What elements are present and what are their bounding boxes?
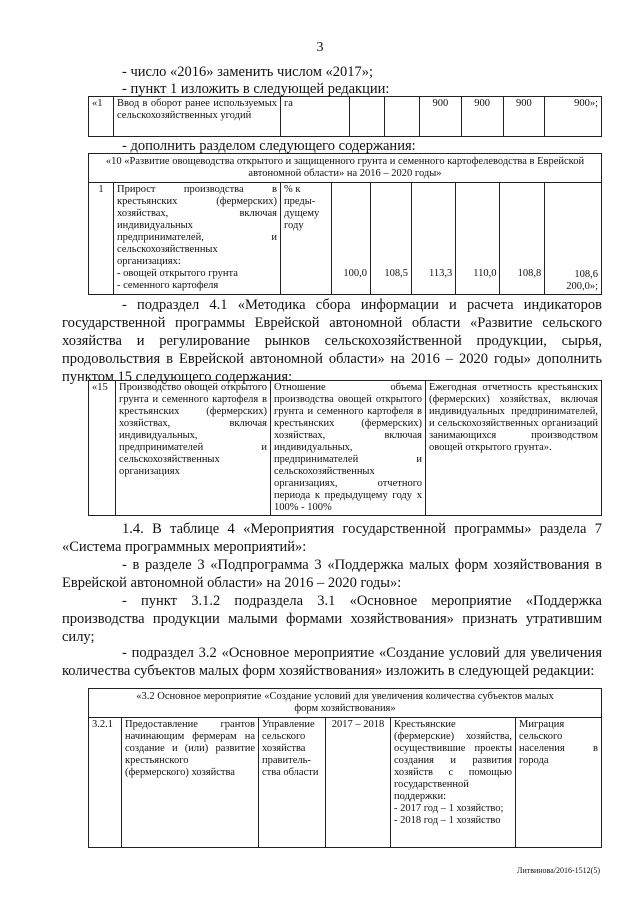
value-cell bbox=[385, 97, 420, 137]
measure-name: Предоставление грантов начинающим фермерам на создание и (или) развитие крестьянского (фермерского) хозяйства bbox=[122, 718, 259, 848]
indicator-name: Ввод в оборот ранее используемых сельскохозяйственных угодий bbox=[114, 97, 281, 137]
section-header: «3.2 Основное мероприятие «Создание условий для увеличения количества субъектов малых форм хозяйствования» bbox=[89, 689, 602, 718]
paragraph-1-4: 1.4. В таблице 4 «Мероприятия государственной программы» раздела 7 «Система программных мероприятий»: bbox=[62, 521, 602, 555]
unit: % к преды-дущему году bbox=[281, 183, 332, 295]
value-cell: 900 bbox=[420, 97, 462, 137]
value-cell: 100,0 bbox=[332, 183, 371, 295]
page-number: 3 bbox=[316, 40, 324, 55]
indicator-item: - овощей открытого грунта bbox=[117, 268, 238, 279]
indicator-table-1 bbox=[88, 96, 602, 137]
value-cell: 110,0 bbox=[456, 183, 500, 295]
row-number: «1 bbox=[89, 97, 114, 137]
value-cell: 108,6 200,0»; bbox=[545, 183, 602, 295]
instruction-line-3: - дополнить разделом следующего содержания: bbox=[122, 138, 416, 154]
value-cell bbox=[350, 97, 385, 137]
paragraph-subsection-4-1: - подраздел 4.1 «Методика сбора информации и расчета индикаторов государственной программы Еврейской автономной области «Развитие сельского хозяйства и регулирование рынков сельскохозяйственной продукции, сырья, продовольствия в Еврейской автономной области» на 2016 – 2020 годы» дополнить пунктом 15 следующего содержания: bbox=[62, 297, 602, 385]
row-number: 1 bbox=[89, 183, 114, 295]
instruction-line-1: - число «2016» заменить числом «2017»; bbox=[122, 64, 374, 80]
executor: Управление сельского хозяйства правитель-ства области bbox=[259, 718, 326, 848]
measures-table bbox=[88, 688, 602, 848]
indicator-name: Прирост производства в крестьянских (фермерских) хозяйствах, включая индивидуальных предпринимателей, и сельскохозяйственных организациях: bbox=[117, 184, 277, 267]
indicator-table-10 bbox=[88, 153, 602, 295]
indicator-name: Производство овощей открытого грунта и семенного картофеля в крестьянских (фермерских) хозяйствах, включая индивидуальных, предпринимателей и сельскохозяйственных организациях bbox=[116, 381, 271, 516]
result-item: - 2017 год – 1 хозяйство; bbox=[394, 803, 504, 814]
value-cell: 900 bbox=[503, 97, 545, 137]
footer-reference: Литвинова/2016-1512(5) bbox=[517, 866, 600, 875]
calculation-method: Отношение объема производства овощей открытого грунта и семенного картофеля в крестьянских (фермерских) хозяйствах, включая индивидуальных, предпринимателей и сельскохозяйственных организациях, отчетного периода к предыдущему году х 100% - 100% bbox=[271, 381, 426, 516]
value-cell: 113,3 bbox=[412, 183, 456, 295]
paragraph-section-3: - в разделе 3 «Подпрограмма 3 «Поддержка малых форм хозяйствования в Еврейской автономной области» на 2016 – 2020 годы»: bbox=[62, 557, 602, 591]
value-cell: 900 bbox=[461, 97, 503, 137]
expected-result-cell bbox=[391, 718, 516, 848]
consequences: Миграция сельского населения в города bbox=[516, 718, 602, 848]
row-number: «15 bbox=[89, 381, 116, 516]
value-cell: 108,8 bbox=[500, 183, 545, 295]
data-source: Ежегодная отчетность крестьянских (фермерских) хозяйствах, включая индивидуальных предпринимателей, и сельскохозяйственных организаций занимающихся производством овощей открытого грунта». bbox=[426, 381, 602, 516]
row-number: 3.2.1 bbox=[89, 718, 122, 848]
methodology-table bbox=[88, 380, 602, 516]
indicator-item: - семенного картофеля bbox=[117, 280, 219, 291]
value-cell: 900»; bbox=[545, 97, 602, 137]
expected-result: Крестьянские (фермерские) хозяйства, осуществившие проекты создания и развития хозяйств с помощью государственной поддержки: bbox=[394, 719, 512, 802]
section-header: «10 «Развитие овощеводства открытого и защищенного грунта и семенного картофелеводства в Еврейской автономной области» на 2016 – 2020 годы» bbox=[89, 154, 602, 183]
paragraph-subsection-3-2: - подраздел 3.2 «Основное мероприятие «Создание условий для увеличения количества субъектов малых форм хозяйствования» изложить в следующей редакции: bbox=[62, 645, 602, 679]
instruction-line-2: - пункт 1 изложить в следующей редакции: bbox=[122, 81, 390, 97]
period: 2017 – 2018 bbox=[326, 718, 391, 848]
result-item: - 2018 год – 1 хозяйство bbox=[394, 815, 501, 826]
paragraph-item-3-1-2: - пункт 3.1.2 подраздела 3.1 «Основное мероприятие «Поддержка производства продукции малыми формами хозяйствования» признать утратившим силу; bbox=[62, 593, 602, 645]
indicator-name-cell bbox=[114, 183, 281, 295]
value-cell: 108,5 bbox=[371, 183, 412, 295]
unit: га bbox=[281, 97, 350, 137]
